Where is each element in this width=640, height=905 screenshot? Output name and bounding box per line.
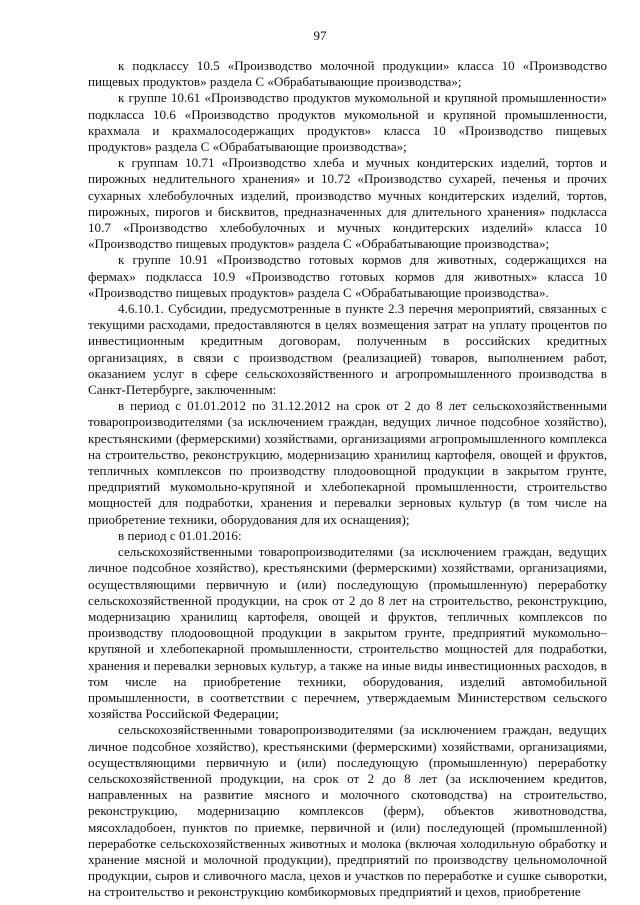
paragraph-period-2012: в период с 01.01.2012 по 31.12.2012 на срок от 2 до 8 лет сельскохозяйственными товаропроизводителями (за исключением граждан, ведущих личное подсобное хозяйство), крестьянскими (фермерскими) хозяйствами, организациями агропромышленного комплекса на строительство, реконструкцию, модернизацию хранилищ картофеля, овощей и фруктов, тепличных комплексов по производству плодоовощной продукции в закрытом грунте, предприятий мукомольно-крупяной и хлебопекарной промышленности, строительство мощностей для подработки, хранения и перевалки зерновых культур (в том числе на приобретение техники, оборудования для их оснащения); (88, 398, 607, 527)
paragraph-groups-10-71-10-72: к группам 10.71 «Производство хлеба и мучных кондитерских изделий, тортов и пирожных недлительного хранения» и 10.72 «Производство сухарей, печенья и прочих сухарных хлебобулочных изделий, производство мучных кондитерских изделий, тортов, пирожных, пирогов и бисквитов, предназначенных для длительного хранения» подкласса 10.7 «Производство хлебобулочных и мучных кондитерских изделий» класса 10 «Производство пищевых продуктов» раздела С «Обрабатывающие производства»; (88, 155, 607, 252)
paragraph-producers-storage: сельскохозяйственными товаропроизводителями (за исключением граждан, ведущих личное подсобное хозяйство), крестьянскими (фермерскими) хозяйствами, организациями, осуществляющими первичную и (или) последующую (промышленную) переработку сельскохозяйственной продукции, на срок от 2 до 8 лет на строительство, реконструкцию, модернизацию хранилищ картофеля, овощей и фруктов, тепличных комплексов по производству плодоовощной продукции в закрытом грунте, предприятий мукомольно–крупяной и хлебопекарной промышленности, строительство мощностей для подработки, хранения и перевалки зерновых культур, а также на иные виды инвестиционных расходов, в том числе на приобретение техники, оборудования, изделий автомобильной промышленности, в соответствии с перечнем, утверждаемым Министерством сельского хозяйства Российской Федерации; (88, 544, 607, 722)
paragraph-period-2016-heading: в период с 01.01.2016: (118, 527, 242, 543)
paragraph-section-4-6-10-1: 4.6.10.1. Субсидии, предусмотренные в пункте 2.3 перечня мероприятий, связанных с текущими расходами, предоставляются в целях возмещения затрат на уплату процентов по инвестиционным кредитным договорам, полученным в российских кредитных организациях, в связи с производством (реализацией) товаров, выполнением работ, оказанием услуг в сфере сельскохозяйственного и агропромышленного производства в Санкт-Петербурге, заключенным: (88, 301, 607, 398)
paragraph-producers-livestock: сельскохозяйственными товаропроизводителями (за исключением граждан, ведущих личное подсобное хозяйство), крестьянскими (фермерскими) хозяйствами, организациями, осуществляющими первичную и (или) последующую (промышленную) переработку сельскохозяйственной продукции, на срок от 2 до 8 лет (за исключением кредитов, направленных на развитие мясного и молочного скотоводства) на строительство, реконструкцию, модернизацию комплексов (ферм), объектов животноводства, мясохладобоен, пунктов по приемке, первичной и (или) последующей (промышленной) переработке сельскохозяйственных животных и молока (включая холодильную обработку и хранение мясной и молочной продукции), предприятий по производству цельномолочной продукции, сыров и сливочного масла, цехов и участков по переработке и сушке сыворотки, на строительство и реконструкцию комбикормовых предприятий и цехов, приобретение (88, 722, 607, 900)
paragraph-group-10-61: к группе 10.61 «Производство продуктов мукомольной и крупяной промышленности» подкласса 10.6 «Производство продуктов мукомольной и крупяной промышленности, крахмала и крахмалосодержащих продуктов» класса 10 «Производство пищевых продуктов» раздела С «Обрабатывающие производства»; (88, 90, 607, 155)
paragraph-group-10-91: к группе 10.91 «Производство готовых кормов для животных, содержащихся на фермах» подкласса 10.9 «Производство готовых кормов для животных» класса 10 «Производство пищевых продуктов» раздела С «Обрабатывающие производства». (88, 252, 607, 300)
document-body (88, 58, 607, 901)
page-number: 97 (313, 28, 327, 43)
paragraph-subclass-10-5: к подклассу 10.5 «Производство молочной продукции» класса 10 «Производство пищевых продуктов» раздела С «Обрабатывающие производства»; (88, 58, 607, 90)
